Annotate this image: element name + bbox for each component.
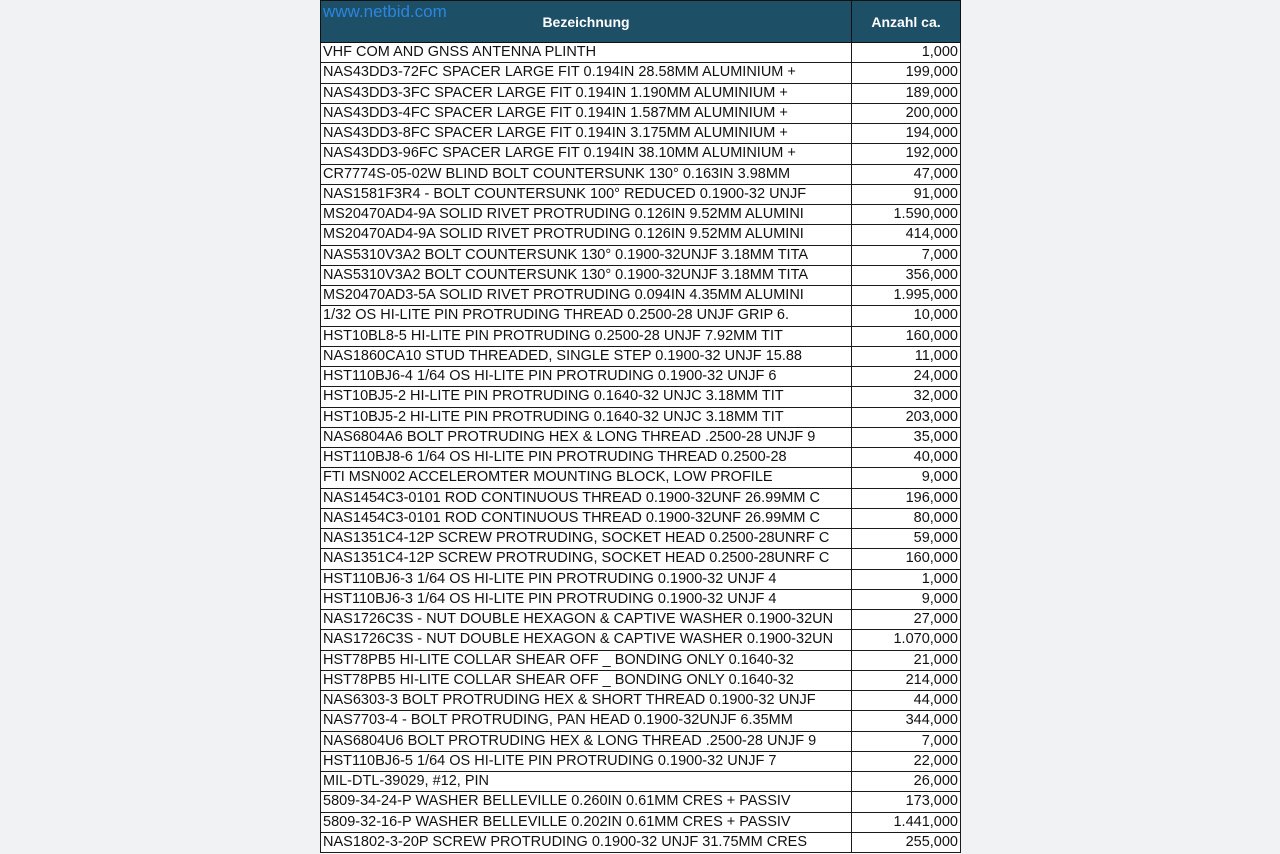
quantity-cell: 189,000 [852, 83, 961, 103]
quantity-cell: 11,000 [852, 346, 961, 366]
part-description-cell: HST10BJ5-2 HI-LITE PIN PROTRUDING 0.1640-32 UNJC 3.18MM TIT [321, 387, 852, 407]
table-row [321, 245, 961, 265]
table-row [321, 43, 961, 63]
quantity-cell: 344,000 [852, 711, 961, 731]
quantity-cell: 1.441,000 [852, 812, 961, 832]
table-row [321, 812, 961, 832]
part-description-cell: NAS6804A6 BOLT PROTRUDING HEX & LONG THREAD .2500-28 UNJF 9 [321, 427, 852, 447]
quantity-cell: 192,000 [852, 144, 961, 164]
table-row [321, 610, 961, 630]
quantity-cell: 9,000 [852, 589, 961, 609]
table-row [321, 164, 961, 184]
quantity-cell: 9,000 [852, 468, 961, 488]
table-row [321, 306, 961, 326]
table-row [321, 650, 961, 670]
quantity-cell: 40,000 [852, 448, 961, 468]
part-description-cell: NAS1454C3-0101 ROD CONTINUOUS THREAD 0.1900-32UNF 26.99MM C [321, 508, 852, 528]
quantity-cell: 356,000 [852, 265, 961, 285]
quantity-cell: 160,000 [852, 549, 961, 569]
column-header-quantity: Anzahl ca. [852, 1, 961, 43]
quantity-cell: 1.070,000 [852, 630, 961, 650]
table-row [321, 63, 961, 83]
table-row [321, 265, 961, 285]
part-description-cell: NAS1860CA10 STUD THREADED, SINGLE STEP 0.1900-32 UNJF 15.88 [321, 346, 852, 366]
table-row [321, 549, 961, 569]
column-header-description: Bezeichnung [321, 1, 852, 43]
table-body [321, 43, 961, 853]
part-description-cell: NAS1351C4-12P SCREW PROTRUDING, SOCKET HEAD 0.2500-28UNRF C [321, 529, 852, 549]
part-description-cell: NAS1581F3R4 - BOLT COUNTERSUNK 100° REDUCED 0.1900-32 UNJF [321, 184, 852, 204]
table-row [321, 387, 961, 407]
table-row [321, 427, 961, 447]
quantity-cell: 414,000 [852, 225, 961, 245]
quantity-cell: 10,000 [852, 306, 961, 326]
part-description-cell: NAS43DD3-3FC SPACER LARGE FIT 0.194IN 1.190MM ALUMINIUM + [321, 83, 852, 103]
table-row [321, 630, 961, 650]
table-row [321, 124, 961, 144]
quantity-cell: 203,000 [852, 407, 961, 427]
table-row [321, 448, 961, 468]
quantity-cell: 44,000 [852, 691, 961, 711]
table-row [321, 751, 961, 771]
quantity-cell: 1.995,000 [852, 286, 961, 306]
quantity-cell: 199,000 [852, 63, 961, 83]
part-description-cell: MS20470AD3-5A SOLID RIVET PROTRUDING 0.094IN 4.35MM ALUMINI [321, 286, 852, 306]
table-row [321, 286, 961, 306]
part-description-cell: NAS1726C3S - NUT DOUBLE HEXAGON & CAPTIVE WASHER 0.1900-32UN [321, 630, 852, 650]
quantity-cell: 1.590,000 [852, 205, 961, 225]
table-row [321, 589, 961, 609]
part-description-cell: MS20470AD4-9A SOLID RIVET PROTRUDING 0.126IN 9.52MM ALUMINI [321, 225, 852, 245]
table-row [321, 731, 961, 751]
part-description-cell: NAS6804U6 BOLT PROTRUDING HEX & LONG THREAD .2500-28 UNJF 9 [321, 731, 852, 751]
part-description-cell: MS20470AD4-9A SOLID RIVET PROTRUDING 0.126IN 9.52MM ALUMINI [321, 205, 852, 225]
quantity-cell: 22,000 [852, 751, 961, 771]
quantity-cell: 91,000 [852, 184, 961, 204]
quantity-cell: 200,000 [852, 103, 961, 123]
table-row [321, 670, 961, 690]
part-description-cell: NAS1351C4-12P SCREW PROTRUDING, SOCKET HEAD 0.2500-28UNRF C [321, 549, 852, 569]
table-row [321, 488, 961, 508]
watermark: www.netbid.com [323, 2, 447, 21]
part-description-cell: NAS1802-3-20P SCREW PROTRUDING 0.1900-32 UNJF 31.75MM CRES [321, 832, 852, 852]
table-row [321, 468, 961, 488]
table-row [321, 346, 961, 366]
quantity-cell: 173,000 [852, 792, 961, 812]
table-row [321, 529, 961, 549]
table-row [321, 367, 961, 387]
part-description-cell: MIL-DTL-39029, #12, PIN [321, 772, 852, 792]
quantity-cell: 24,000 [852, 367, 961, 387]
part-description-cell: HST110BJ6-5 1/64 OS HI-LITE PIN PROTRUDING 0.1900-32 UNJF 7 [321, 751, 852, 771]
part-description-cell: HST110BJ6-4 1/64 OS HI-LITE PIN PROTRUDING 0.1900-32 UNJF 6 [321, 367, 852, 387]
table-row [321, 772, 961, 792]
table-row [321, 184, 961, 204]
part-description-cell: 1/32 OS HI-LITE PIN PROTRUDING THREAD 0.2500-28 UNJF GRIP 6. [321, 306, 852, 326]
table-row [321, 569, 961, 589]
part-description-cell: NAS43DD3-4FC SPACER LARGE FIT 0.194IN 1.587MM ALUMINIUM + [321, 103, 852, 123]
quantity-cell: 255,000 [852, 832, 961, 852]
quantity-cell: 1,000 [852, 43, 961, 63]
quantity-cell: 35,000 [852, 427, 961, 447]
table-row [321, 407, 961, 427]
part-description-cell: HST10BL8-5 HI-LITE PIN PROTRUDING 0.2500-28 UNJF 7.92MM TIT [321, 326, 852, 346]
part-description-cell: NAS43DD3-96FC SPACER LARGE FIT 0.194IN 38.10MM ALUMINIUM + [321, 144, 852, 164]
quantity-cell: 7,000 [852, 731, 961, 751]
table-row [321, 792, 961, 812]
part-description-cell: FTI MSN002 ACCELEROMTER MOUNTING BLOCK, LOW PROFILE [321, 468, 852, 488]
part-description-cell: HST10BJ5-2 HI-LITE PIN PROTRUDING 0.1640-32 UNJC 3.18MM TIT [321, 407, 852, 427]
quantity-cell: 7,000 [852, 245, 961, 265]
table-row [321, 508, 961, 528]
table-row [321, 144, 961, 164]
quantity-cell: 196,000 [852, 488, 961, 508]
part-description-cell: 5809-32-16-P WASHER BELLEVILLE 0.202IN 0.61MM CRES + PASSIV [321, 812, 852, 832]
part-description-cell: CR7774S-05-02W BLIND BOLT COUNTERSUNK 130° 0.163IN 3.98MM [321, 164, 852, 184]
table-row [321, 83, 961, 103]
part-description-cell: HST110BJ8-6 1/64 OS HI-LITE PIN PROTRUDING THREAD 0.2500-28 [321, 448, 852, 468]
quantity-cell: 160,000 [852, 326, 961, 346]
quantity-cell: 80,000 [852, 508, 961, 528]
part-description-cell: VHF COM AND GNSS ANTENNA PLINTH [321, 43, 852, 63]
quantity-cell: 26,000 [852, 772, 961, 792]
table-row [321, 691, 961, 711]
table-row [321, 326, 961, 346]
part-description-cell: HST78PB5 HI-LITE COLLAR SHEAR OFF _ BONDING ONLY 0.1640-32 [321, 670, 852, 690]
part-description-cell: NAS7703-4 - BOLT PROTRUDING, PAN HEAD 0.1900-32UNJF 6.35MM [321, 711, 852, 731]
part-description-cell: NAS1726C3S - NUT DOUBLE HEXAGON & CAPTIVE WASHER 0.1900-32UN [321, 610, 852, 630]
quantity-cell: 27,000 [852, 610, 961, 630]
table-row [321, 205, 961, 225]
part-description-cell: NAS1454C3-0101 ROD CONTINUOUS THREAD 0.1900-32UNF 26.99MM C [321, 488, 852, 508]
table-row [321, 103, 961, 123]
quantity-cell: 32,000 [852, 387, 961, 407]
part-description-cell: NAS43DD3-8FC SPACER LARGE FIT 0.194IN 3.175MM ALUMINIUM + [321, 124, 852, 144]
quantity-cell: 1,000 [852, 569, 961, 589]
part-description-cell: NAS6303-3 BOLT PROTRUDING HEX & SHORT THREAD 0.1900-32 UNJF [321, 691, 852, 711]
part-description-cell: NAS5310V3A2 BOLT COUNTERSUNK 130° 0.1900-32UNJF 3.18MM TITA [321, 245, 852, 265]
part-description-cell: HST110BJ6-3 1/64 OS HI-LITE PIN PROTRUDING 0.1900-32 UNJF 4 [321, 569, 852, 589]
quantity-cell: 21,000 [852, 650, 961, 670]
part-description-cell: 5809-34-24-P WASHER BELLEVILLE 0.260IN 0.61MM CRES + PASSIV [321, 792, 852, 812]
part-description-cell: NAS5310V3A2 BOLT COUNTERSUNK 130° 0.1900-32UNJF 3.18MM TITA [321, 265, 852, 285]
quantity-cell: 59,000 [852, 529, 961, 549]
table-row [321, 225, 961, 245]
part-description-cell: NAS43DD3-72FC SPACER LARGE FIT 0.194IN 28.58MM ALUMINIUM + [321, 63, 852, 83]
quantity-cell: 214,000 [852, 670, 961, 690]
quantity-cell: 47,000 [852, 164, 961, 184]
table-row [321, 832, 961, 852]
table-row [321, 711, 961, 731]
part-description-cell: HST110BJ6-3 1/64 OS HI-LITE PIN PROTRUDING 0.1900-32 UNJF 4 [321, 589, 852, 609]
part-description-cell: HST78PB5 HI-LITE COLLAR SHEAR OFF _ BONDING ONLY 0.1640-32 [321, 650, 852, 670]
quantity-cell: 194,000 [852, 124, 961, 144]
parts-table [320, 0, 961, 853]
